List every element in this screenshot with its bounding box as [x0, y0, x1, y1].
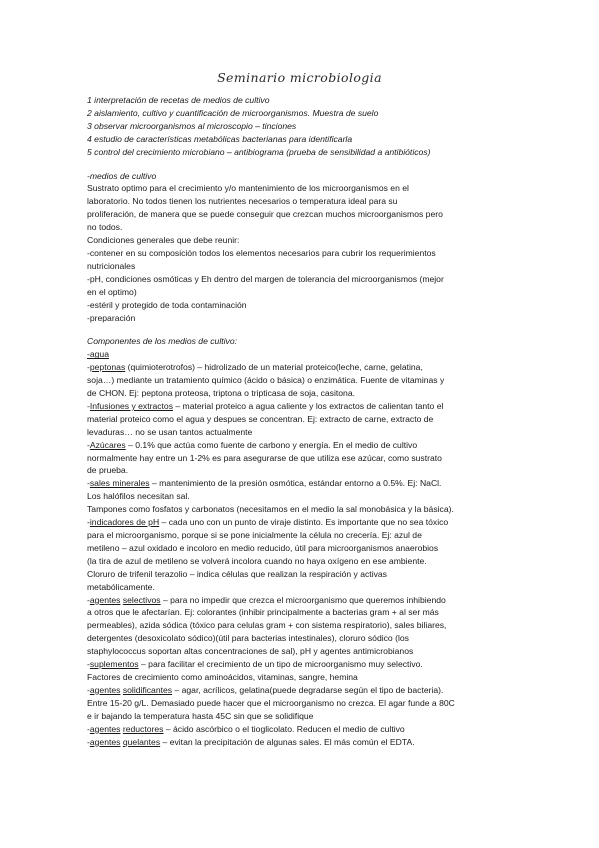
- term: agentes: [89, 594, 121, 605]
- page-title: Seminario microbiologia: [217, 70, 382, 85]
- topic-item: 1 interpretación de recetas de medios de cultivo: [87, 95, 270, 105]
- term: reductores: [122, 723, 164, 734]
- document-body: [87, 94, 519, 748]
- component-quelantes: -agentes quelantes – evitan la precipitación de algunas sales. El más común el EDTA.: [87, 736, 415, 747]
- text-line: proliferación, de manera que se puede conseguir que crezcan muchos microorganismos pero: [87, 209, 443, 220]
- component-azucares: -Azúcares – 0.1% que actúa como fuente de carbono y energía. En el medio de cultivo normalmente hay entre un 1-2% es para asegurarse de que utiliza ese azúcar, como sustrato de prueba.: [87, 439, 442, 476]
- component-agua: -agua: [87, 349, 109, 360]
- component-suplementos: -suplementos – para facilitar el crecimiento de un tipo de microorganismo muy selectivo. Factores de crecimiento como aminoácidos, vitaminas, sangre, hemina: [87, 659, 423, 682]
- component-selectivos: -agentes selectivos – para no impedir que crezca el microorganismo que queremos inhibiendo a otros que le afectarían. Ej: colorantes (inhibir principalmente a bacterias gram + al ser más permeables), azida sódica (tóxico para celulas gram + con sistema respiratorio), sales biliares, detergentes (desoxicolato sódico)(útil para bacterias intestinales), cloruro sódico (los staphylococcus soportan altas concentraciones de sal), pH y agentes antimicrobianos: [87, 594, 447, 657]
- term: indicadores de pH: [89, 517, 160, 528]
- term: suplementos: [89, 659, 139, 670]
- section-heading: Componentes de los medios de cultivo:: [87, 336, 237, 347]
- term: peptonas: [89, 362, 126, 373]
- topic-item: 2 aislamiento, cultivo y cuantificación de microorganismos. Muestra de suelo: [87, 107, 379, 118]
- topic-item: 5 control del crecimiento microbiano – antibiograma (prueba de sensibilidad a antibióticos): [87, 146, 431, 157]
- term: Azúcares: [89, 439, 126, 450]
- component-solidificantes: -agentes solidificantes – agar, acrílicos, gelatina(puede degradarse según el tipo de bacteria). Entre 15-20 g/L. Demasiado puede hacer que el microorganismo no crezca. El agar funde a 80C e ir bajando la temperatura hasta 45C sin que se solidifique: [87, 684, 455, 721]
- term: sales minerales: [89, 478, 150, 489]
- componentes-section: [87, 335, 519, 748]
- text-line: -pH, condiciones osmóticas y Eh dentro del margen de tolerancia del microorganismos (mejor: [87, 273, 444, 284]
- topic-item: 4 estudio de características metabólicas bacterianas para identificarla: [87, 133, 353, 144]
- topic-item: 3 observar microorganismos al microscopio – tinciones: [87, 120, 297, 131]
- text-line: Condiciones generales que debe reunir:: [87, 235, 240, 246]
- component-sales: -sales minerales – mantenimiento de la presión osmótica, estándar entorno a 0.5%. Ej: NaCl. Los halófilos necesitan sal. Tampones como fosfatos y carbonatos (necesitamos en el medio la sal monobásica y la básica).: [87, 478, 454, 515]
- text-line: laboratorio. No todos tienen los nutrientes necesarios o temperatura ideal para su: [87, 196, 398, 207]
- text-line: Sustrato optimo para el crecimiento y/o mantenimiento de los microorganismos en el: [87, 183, 409, 194]
- section-heading: -medios de cultivo: [87, 170, 157, 181]
- term: selectivos: [122, 594, 161, 605]
- term: agentes: [89, 723, 121, 734]
- component-indicadores: -indicadores de pH – cada uno con un punto de viraje distinto. Es importante que no sea tóxico para el microorganismo, porque si se pone inicialmente la célula no crecería. Ej: azul de metileno – azul oxidado e incoloro en medio reducido, útil para microorganismos anaerobios (la tira de azul de metileno se volverá incolora cuando no haya oxígeno en ese ambiente. Cloruro de trifenil terazolio – indica células que realizan la respiración y activas metabólicamente.: [87, 517, 449, 592]
- medios-section: [87, 170, 519, 325]
- text-line: -estéril y protegido de toda contaminación: [87, 299, 247, 310]
- term: agentes: [89, 736, 121, 747]
- term: Infusiones y extractos: [89, 400, 173, 411]
- text-line: no todos.: [87, 222, 123, 233]
- topics-list: [87, 94, 519, 159]
- term: solidificantes: [122, 684, 173, 695]
- text-line: en el optimo): [87, 286, 137, 297]
- term: agentes: [89, 684, 121, 695]
- text-line: -contener en su composición todos los elementos necesarios para cubrir los requerimientos: [87, 247, 436, 258]
- component-peptonas: -peptonas (quimioterotrofos) – hidrolizado de un material proteico(leche, carne, gelatina, soja…) mediante un tratamiento químico (ácido o básica) o enzimática. Fuente de vitaminas y de CHON. Ej: peptona proteosa, triptona o tripticasa de soja, casitona.: [87, 362, 445, 399]
- component-reductores: -agentes reductores – ácido ascórbico o el tioglicolato. Reducen el medio de cultivo: [87, 723, 405, 734]
- text-line: -preparación: [87, 312, 136, 323]
- component-infusiones: -Infusiones y extractos – material proteico a agua caliente y los extractos de calientan tanto el material proteico como el agua y despues se concentran. Ej: extracto de carne, extracto de levaduras… no se usan tantos actualmente: [87, 400, 444, 437]
- term: quelantes: [122, 736, 161, 747]
- text-line: nutricionales: [87, 260, 136, 271]
